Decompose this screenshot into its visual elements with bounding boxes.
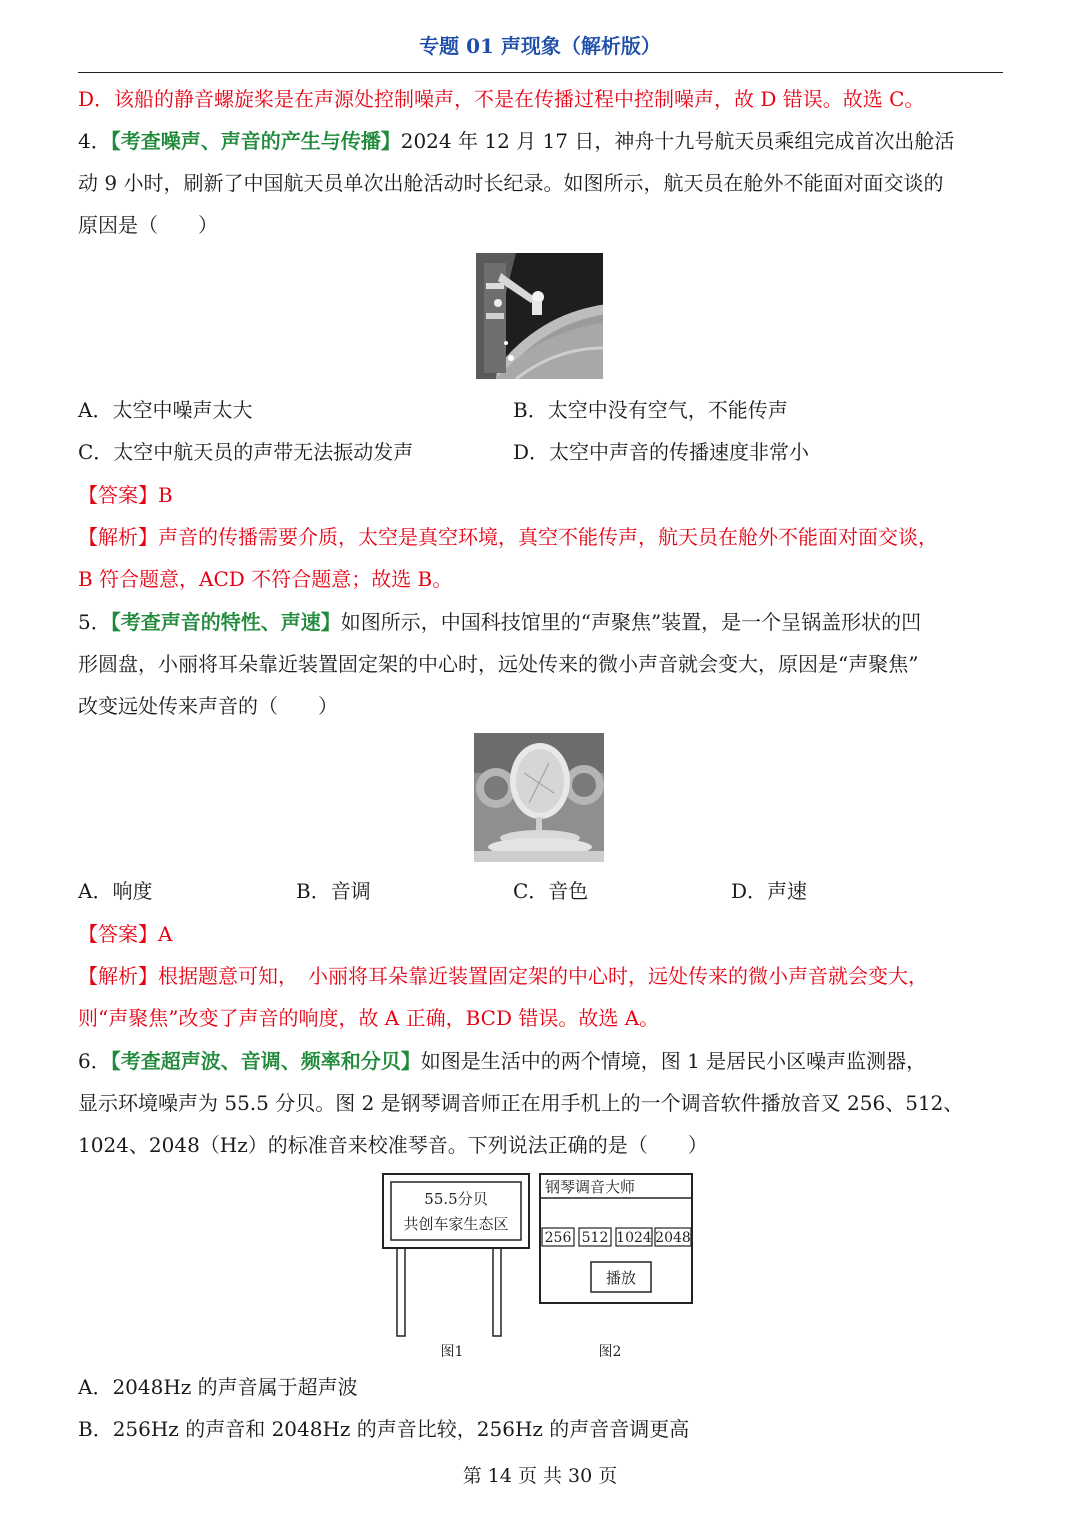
freq-1024-label: 1024: [616, 1230, 652, 1246]
sound-focus-dish-photo: [474, 733, 604, 862]
astronaut-spacewalk-photo: [476, 253, 603, 379]
play-button-label: 播放: [605, 1269, 637, 1287]
figure2-caption: 图2: [598, 1344, 622, 1360]
figure1-caption: 图1: [440, 1344, 464, 1360]
q5-answer-label: 【答案】: [78, 922, 158, 946]
noise-location: 共创车家生态区: [403, 1215, 509, 1233]
q5-option-a: A．响度: [78, 879, 153, 903]
header-divider: [78, 72, 1003, 73]
q5-answer-value: A: [158, 922, 173, 946]
q5-line2: 形圆盘，小丽将耳朵靠近装置固定架的中心时，远处传来的微小声音就会变大，原因是“声聚焦”: [78, 652, 919, 676]
q4-answer-value: B: [158, 483, 173, 507]
q6-option-a: A．2048Hz 的声音属于超声波: [78, 1375, 358, 1399]
q4-option-c: C．太空中航天员的声带无法振动发声: [78, 440, 414, 464]
prev-answer-line: D．该船的静音螺旋桨是在声源处控制噪声，不是在传播过程中控制噪声，故 D 错误。故选 C。: [78, 87, 925, 111]
q5-analysis-label: 【解析】: [78, 964, 158, 988]
q4-topic-tag: 【考查噪声、声音的产生与传播】: [110, 129, 401, 153]
q4-line1: [78, 127, 1008, 155]
freq-2048-label: 2048: [655, 1230, 691, 1246]
q4-option-a: A．太空中噪声太大: [78, 398, 253, 422]
q5-option-b: B．音调: [296, 879, 371, 903]
q5-analysis-line2: 则“声聚焦”改变了声音的响度，故 A 正确，BCD 错误。故选 A。: [78, 1006, 660, 1030]
q5-line3: 改变远处传来声音的（ ）: [78, 694, 338, 718]
q6-option-b: B．256Hz 的声音和 2048Hz 的声音比较，256Hz 的声音音调更高: [78, 1417, 690, 1441]
q5-text-1: 如图所示，中国科技馆里的“声聚焦”装置，是一个呈锅盖形状的凹: [340, 610, 922, 634]
q6-line1: [78, 1047, 1008, 1075]
q5-number: 5．: [78, 610, 111, 634]
q5-option-c: C．音色: [513, 879, 589, 903]
q5-topic-tag: 【考查声音的特性、声速】: [110, 610, 341, 634]
page-header-title: 专题 01 声现象（解析版）: [419, 34, 661, 58]
q5-analysis-line1: [78, 962, 1008, 990]
q4-option-d: D．太空中声音的传播速度非常小: [513, 440, 810, 464]
q6-text-1: 如图是生活中的两个情境，图 1 是居民小区噪声监测器，: [420, 1049, 927, 1073]
q4-analysis-line2: B 符合题意，ACD 不符合题意；故选 B。: [78, 567, 453, 591]
noise-monitor-sign: [383, 1174, 529, 1360]
freq-256-label: 256: [544, 1230, 572, 1246]
q4-analysis-text-1: 声音的传播需要介质，太空是真空环境，真空不能传声，航天员在舱外不能面对面交谈，: [158, 525, 938, 549]
q5-answer: [78, 920, 1008, 948]
q4-number: 4．: [78, 129, 111, 153]
q6-line3: 1024、2048（Hz）的标准音来校准琴音。下列说法正确的是（ ）: [78, 1133, 708, 1157]
freq-512-label: 512: [581, 1230, 609, 1246]
q4-option-b: B．太空中没有空气，不能传声: [513, 398, 788, 422]
q4-answer: [78, 481, 1008, 509]
q6-figure: [375, 1168, 705, 1368]
q5-analysis-text-1: 根据题意可知， 小丽将耳朵靠近装置固定架的中心时，远处传来的微小声音就会变大，: [158, 964, 928, 988]
q5-option-d: D．声速: [731, 879, 808, 903]
app-title: 钢琴调音大师: [545, 1178, 636, 1196]
q5-line1: [78, 608, 1008, 636]
q4-line2: 动 9 小时，刷新了中国航天员单次出舱活动时长纪录。如图所示，航天员在舱外不能面对面交谈的: [78, 171, 944, 195]
q6-topic-tag: 【考查超声波、音调、频率和分贝】: [110, 1049, 421, 1073]
noise-reading: 55.5分贝: [424, 1190, 488, 1208]
q4-analysis-label: 【解析】: [78, 525, 158, 549]
piano-tuning-app: [540, 1174, 692, 1360]
q4-line3: 原因是（ ）: [78, 213, 218, 237]
q4-analysis-line1: [78, 523, 1008, 551]
q6-line2: 显示环境噪声为 55.5 分贝。图 2 是钢琴调音师正在用手机上的一个调音软件播放音叉 256、512、: [78, 1091, 964, 1115]
page-footer: 第 14 页 共 30 页: [462, 1465, 618, 1487]
q4-answer-label: 【答案】: [78, 483, 158, 507]
q6-number: 6．: [78, 1049, 111, 1073]
q4-text-1: 2024 年 12 月 17 日，神舟十九号航天员乘组完成首次出舱活: [400, 129, 955, 153]
